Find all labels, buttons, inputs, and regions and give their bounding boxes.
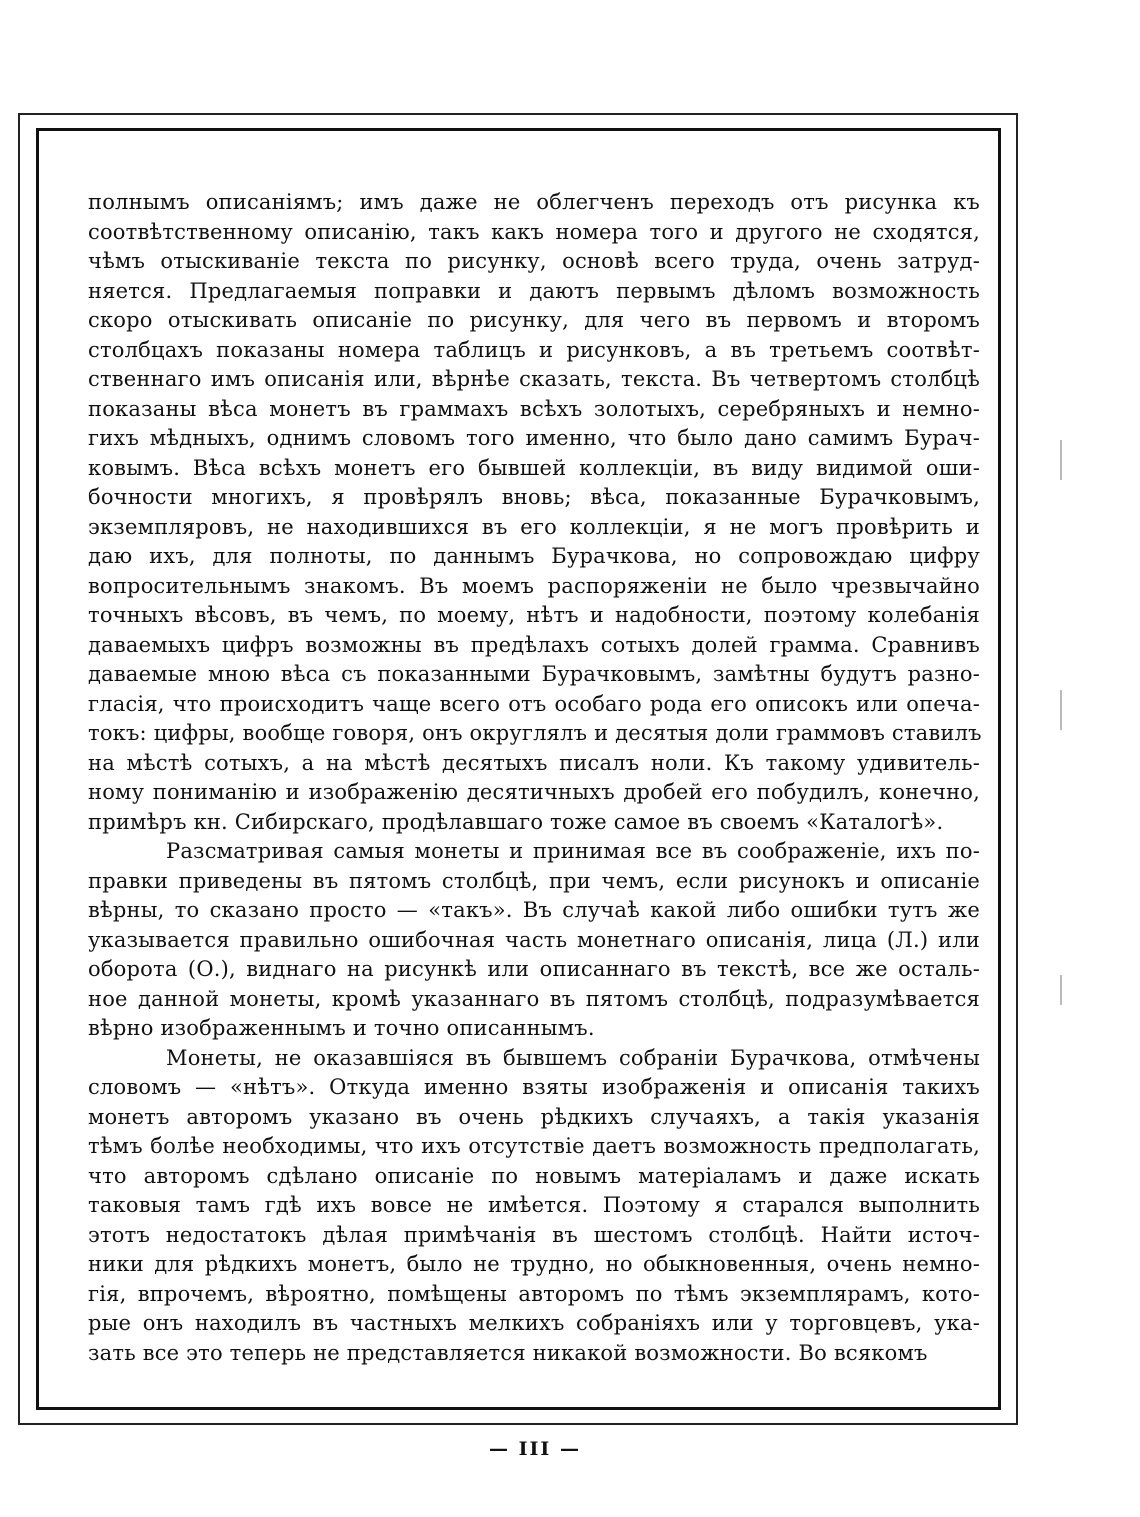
text-line: показаны вѣса монетъ въ граммахъ всѣхъ золотыхъ, серебряныхъ и немно- (88, 396, 980, 421)
text-line: скоро отыскивать описаніе по рисунку, для чего въ первомъ и второмъ (88, 308, 980, 332)
text-line: зать все это теперь не представляется никакой возможности. Во всякомъ (88, 1340, 928, 1365)
text-line: даваемые мною вѣса съ показанными Бурачковымъ, замѣтны будутъ разно- (88, 662, 980, 686)
text-line: словомъ — «нѣтъ». Откуда именно взяты изображенія и описанія такихъ (88, 1075, 980, 1099)
text-line: соотвѣтственному описанію, такъ какъ номера того и другого не сходятся, (88, 219, 980, 244)
text-line: точныхъ вѣсовъ, въ чемъ, по моему, нѣтъ и надобности, поэтому колебанія (88, 603, 980, 627)
text-line: бочности многихъ, я провѣрялъ вновь; вѣса, показанные Бурачковымъ, (88, 485, 980, 509)
text-line: ственнаго имъ описанія или, вѣрнѣе сказать, текста. Въ четвертомъ столбцѣ (88, 367, 980, 391)
margin-mark (1060, 975, 1062, 1005)
text-line: монетъ авторомъ указано въ очень рѣдкихъ случаяхъ, а такія указанія (88, 1104, 980, 1129)
text-line: ники для рѣдкихъ монетъ, было не трудно, но обыкновенныя, очень немно- (88, 1252, 980, 1276)
paragraph (88, 1044, 980, 1369)
text-line: экземпляровъ, не находившихся въ его коллекціи, я не могъ провѣрить и (88, 514, 980, 539)
text-line: вѣрно изображеннымъ и точно описаннымъ. (88, 1016, 595, 1040)
text-line: вопросительнымъ знакомъ. Въ моемъ распоряженіи не было чрезвычайно (88, 573, 980, 598)
text-line: Разсматривая самыя монеты и принимая все въ соображеніе, ихъ по- (166, 839, 980, 863)
text-line: Монеты, не оказавшіяся въ бывшемъ собраніи Бурачкова, отмѣчены (166, 1045, 980, 1070)
text-line: указывается правильно ошибочная часть монетнаго описанія, лица (Л.) или (88, 927, 980, 952)
text-line: вѣрны, то сказано просто — «такъ». Въ случаѣ какой либо ошибки тутъ же (88, 898, 980, 922)
text-line: даю ихъ, для полноты, по даннымъ Бурачкова, но сопровождаю цифру (88, 544, 980, 568)
text-line: что авторомъ сдѣлано описаніе по новымъ матеріаламъ и даже искать (88, 1163, 980, 1188)
text-line: примѣръ кн. Сибирскаго, продѣлавшаго тоже самое въ своемъ «Каталогѣ». (88, 809, 944, 834)
text-line: этотъ недостатокъ дѣлая примѣчанія въ шестомъ столбцѣ. Найти источ- (88, 1222, 980, 1247)
paragraph (88, 188, 980, 837)
text-line: ковымъ. Вѣса всѣхъ монетъ его бывшей коллекціи, въ виду видимой оши- (88, 455, 980, 480)
text-line: гихъ мѣдныхъ, однимъ словомъ того именно, что было дано самимъ Бурач- (88, 426, 980, 450)
text-line: даваемыхъ цифръ возможны въ предѣлахъ сотыхъ долей грамма. Сравнивъ (88, 632, 980, 657)
text-line: на мѣстѣ сотыхъ, а на мѣстѣ десятыхъ писалъ ноли. Къ такому удивитель- (88, 750, 980, 775)
text-line: гія, впрочемъ, вѣроятно, помѣщены авторомъ по тѣмъ экземплярамъ, кото- (88, 1281, 980, 1306)
text-line: столбцахъ показаны номера таблицъ и рисунковъ, а въ третьемъ соотвѣт- (88, 337, 980, 362)
paragraph (88, 837, 980, 1044)
text-line: ному пониманію и изображенію десятичныхъ дробей его побудилъ, конечно, (88, 780, 980, 804)
body-text (88, 188, 980, 1368)
text-line: таковыя тамъ гдѣ ихъ вовсе не имѣется. Поэтому я старался выполнить (88, 1193, 980, 1217)
text-line: няется. Предлагаемыя поправки и даютъ первымъ дѣломъ возможность (88, 278, 980, 303)
text-line: рые онъ находилъ въ частныхъ мелкихъ собраніяхъ или у торговцевъ, ука- (88, 1311, 980, 1335)
margin-mark (1060, 440, 1062, 480)
text-line: тѣмъ болѣе необходимы, что ихъ отсутствіе даетъ возможность предполагать, (88, 1134, 980, 1158)
text-line: правки приведены въ пятомъ столбцѣ, при чемъ, если рисунокъ и описаніе (88, 868, 980, 893)
page-number: — III — (489, 1438, 581, 1460)
text-line: токъ: цифры, вообще говоря, онъ округлялъ и десятыя доли граммовъ ставилъ (88, 721, 982, 745)
text-line: чѣмъ отыскиваніе текста по рисунку, основѣ всего труда, очень затруд- (88, 249, 980, 273)
text-line: полнымъ описаніямъ; имъ даже не облегченъ переходъ отъ рисунка къ (88, 190, 980, 214)
text-line: оборота (О.), виднаго на рисункѣ или описаннаго въ текстѣ, все же осталь- (88, 957, 980, 981)
margin-mark (1060, 690, 1062, 730)
text-line: ное данной монеты, кромѣ указаннаго въ пятомъ столбцѣ, подразумѣвается (88, 986, 980, 1011)
text-line: гласія, что происходитъ чаще всего отъ особаго рода его описокъ или опеча- (88, 691, 980, 716)
